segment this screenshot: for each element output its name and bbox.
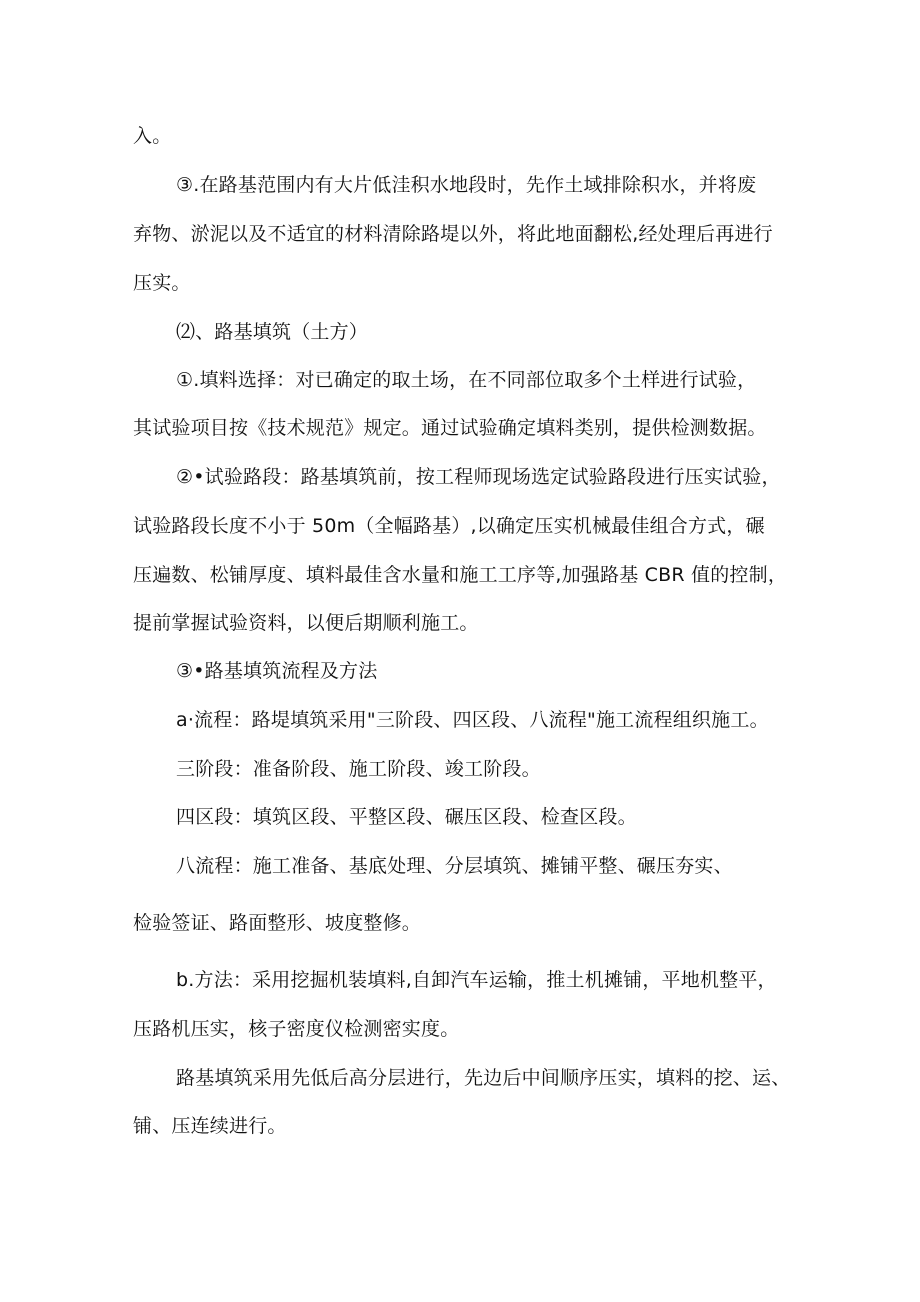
text-line: 八流程：施工准备、基底处理、分层填筑、摊铺平整、碾压夯实、 bbox=[176, 855, 733, 877]
text-line: 提前掌握试验资料，以便后期顺利施工。 bbox=[133, 612, 479, 634]
text-line: b.方法：采用挖掘机装填料,自卸汽车运输，推土机摊铺，平地机整平， bbox=[176, 969, 777, 991]
text-line: 路基填筑采用先低后高分层进行，先边后中间顺序压实，填料的挖、运、 bbox=[176, 1067, 791, 1089]
text-line: 压路机压实，核子密度仪检测密实度。 bbox=[133, 1018, 460, 1040]
text-line: 入。 bbox=[133, 125, 172, 147]
text-line: 压遍数、松铺厚度、填料最佳含水量和施工工序等,加强路基 CBR 值的控制， bbox=[133, 564, 788, 586]
text-line: 压实。 bbox=[133, 272, 191, 294]
text-line: 试验路段长度不小于 50m（全幅路基）,以确定压实机械最佳组合方式，碾 bbox=[133, 515, 765, 537]
text-line: ③.在路基范围内有大片低洼积水地段时，先作土域排除积水，并将废 bbox=[176, 174, 757, 196]
text-line: a·流程：路堤填筑采用"三阶段、四区段、八流程"施工流程组织施工。 bbox=[176, 709, 769, 731]
text-line: 其试验项目按《技术规范》规定。通过试验确定填料类别，提供检测数据。 bbox=[133, 417, 767, 439]
subsection-heading: ③•路基填筑流程及方法 bbox=[176, 660, 378, 682]
text-line: 三阶段：准备阶段、施工阶段、竣工阶段。 bbox=[176, 758, 541, 780]
text-line: 铺、压连续进行。 bbox=[133, 1115, 287, 1137]
text-line: ②•试验路段：路基填筑前，按工程师现场选定试验路段进行压实试验， bbox=[176, 466, 781, 488]
section-heading: ⑵、路基填筑（土方） bbox=[176, 321, 369, 343]
text-line: ①.填料选择：对已确定的取土场，在不同部位取多个土样进行试验， bbox=[176, 369, 757, 391]
text-line: 弃物、淤泥以及不适宜的材料清除路堤以外，将此地面翻松,经处理后再进行 bbox=[133, 223, 773, 245]
text-line: 检验签证、路面整形、坡度整修。 bbox=[133, 912, 422, 934]
text-line: 四区段：填筑区段、平整区段、碾压区段、检查区段。 bbox=[176, 806, 637, 828]
